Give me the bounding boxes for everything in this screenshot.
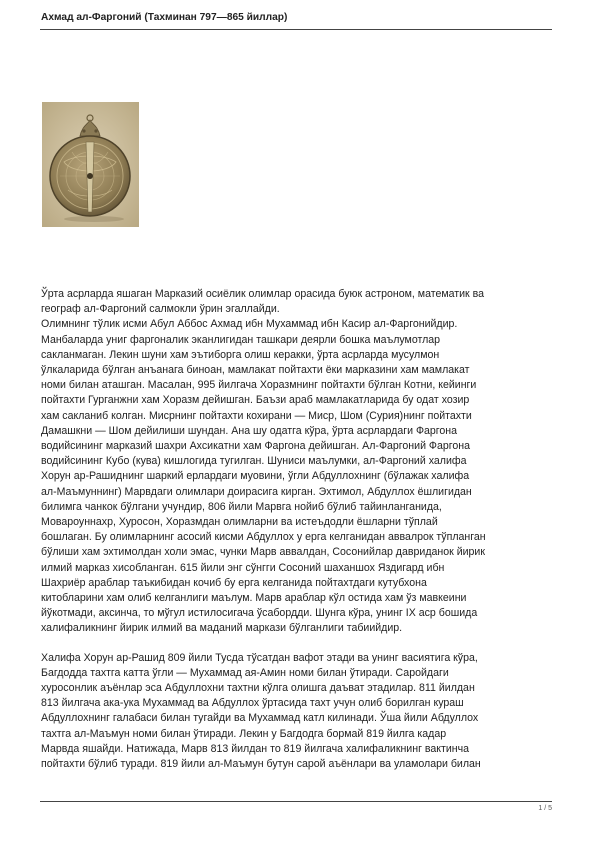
- text-line: 813 йилгача ака-ука Мухаммад ва Абдуллох ўртасида тахт учун олиб борилган кураш: [41, 697, 464, 710]
- text-line: водийсининг марказий шахри Ахсикатни хам Фаргона дейишган. Ал-Фаргоний Фаргона: [41, 440, 471, 453]
- astrolabe-image: [42, 102, 139, 227]
- text-line: Хорун ар-Рашиднинг шаркий ерлардаги муовини, ўгли Абдуллохнинг (бўлажак халифа: [41, 470, 470, 483]
- text-line: китобларини хам олиб келганлиги маълум. Марв араблар кўл остида хам ўз мавкеини: [41, 592, 467, 605]
- page-header: [40, 11, 552, 30]
- text-line: ўлкаларида бўлган анъанага биноан, мамлакат пойтахти ёки марказини хам мамлакат: [41, 364, 470, 377]
- page-title: Ахмад ал-Фаргоний (Тахминан 797—865 йиллар): [41, 12, 288, 23]
- text-line: Абдуллохнинг галабаси билан тугайди ва Мухаммад катл килинади. Ўша йили Абдуллох: [41, 712, 479, 725]
- text-line: хам сакланиб колган. Мисрнинг пойтахти кохирани — Миср, Шом (Сурия)нинг пойтахти: [41, 409, 472, 422]
- text-line: билимга чанкок бўлгани учундир, 806 йили Марвга нойиб бўлиб тайинланганида,: [41, 500, 442, 513]
- article-body: [41, 287, 557, 772]
- text-line: халифаликнинг йирик илмий ва маданий маркази бўлганлиги табиийдир.: [41, 622, 403, 635]
- paragraph-1: [41, 287, 557, 637]
- text-line: номи билан аташган. Масалан, 995 йилгача Хоразмнинг пойтахти бўлган Котни, кейинги: [41, 379, 477, 392]
- text-line: ал-Маъмуннинг) Марвдаги олимлари доирасига кирган. Эхтимол, Абдуллох ёшлигидан: [41, 485, 472, 498]
- text-line: Халифа Хорун ар-Рашид 809 йили Тусда тўсатдан вафот этади ва унинг васиятига кўра,: [41, 651, 478, 664]
- text-line: Багдодда тахтга катта ўгли — Мухаммад ая-Амин номи билан ўтиради. Саройдаги: [41, 666, 449, 679]
- paragraph-2: [41, 651, 557, 773]
- text-line: сакланмаган. Лекин шуни хам эътиборга олиш керакки, ўрта асрларда мусулмон: [41, 348, 440, 361]
- text-line: бошлаган. Бу олимларнинг асосий кисми Абдуллох у ерга келганидан аввалрок тўпланган: [41, 531, 486, 544]
- text-line: Дамашкни — Шом дейилиши шундан. Ана шу одатга кўра, ўрта асрлардаги Фаргона: [41, 424, 458, 437]
- text-line: водийсининг Кубо (кува) кишлогида тугилган. Шуниси маълумки, ал-Фаргоний халифа: [41, 455, 467, 468]
- text-line: йўкотмади, аксинча, то мўгул истилосигача ўсабордди. Шунга кўра, унинг IX аср бошида: [41, 607, 478, 620]
- page-footer: [40, 801, 552, 812]
- text-line: бўлиши хам эхтимолдан холи эмас, чунки Марв аввалдан, Сосонийлар давриданок йирик: [41, 546, 485, 559]
- text-line: Марвда яшайди. Натижада, Марв 813 йилдан то 819 йилгача халифаликнинг вактинча: [41, 742, 470, 755]
- text-line: илмий марказ хисобланган. 615 йили энг сўнгги Сосоний шаханшох Яздигард ибн: [41, 561, 445, 574]
- text-line: Олимнинг тўлик исми Абул Аббос Ахмад ибн Мухаммад ибн Касир ал-Фаргонийдир.: [41, 318, 458, 331]
- text-line: Шахриёр араблар таъкибидан кочиб бу ерга келганида пойтахтдаги кутубхона: [41, 576, 427, 589]
- text-line: географ ал-Фаргоний салмокли ўрин эгаллайди.: [41, 303, 280, 316]
- text-line: пойтахти Гурганжни хам Хоразм дейишган. Баъзи араб мамлакатларида бу одат хозир: [41, 394, 470, 407]
- text-line: Манбаларда униг фаргоналик эканлигидан ташкари деярли бошка маълумотлар: [41, 333, 441, 346]
- text-line: Мовароуннахр, Хуросон, Хоразмдан олимларни ва истеъдодли ёшларни тўплай: [41, 516, 438, 529]
- text-line: Ўрта асрларда яшаган Марказий осиёлик олимлар орасида буюк астроном, математик ва: [41, 288, 485, 300]
- text-line: пойтахти бўлиб туради. 819 йили ал-Маъмун бутун сарой аъёнлари ва уламолари билан: [41, 758, 481, 771]
- page-number: 1 / 5: [538, 805, 552, 812]
- text-line: тахтга ал-Маъмун номи билан ўтиради. Лекин у Багдодга бормай 819 йилга кадар: [41, 727, 447, 740]
- text-line: хуросонлик аъёнлар эса Абдуллохни тахтни кўлга олишга даъват этадилар. 811 йилдан: [41, 682, 475, 695]
